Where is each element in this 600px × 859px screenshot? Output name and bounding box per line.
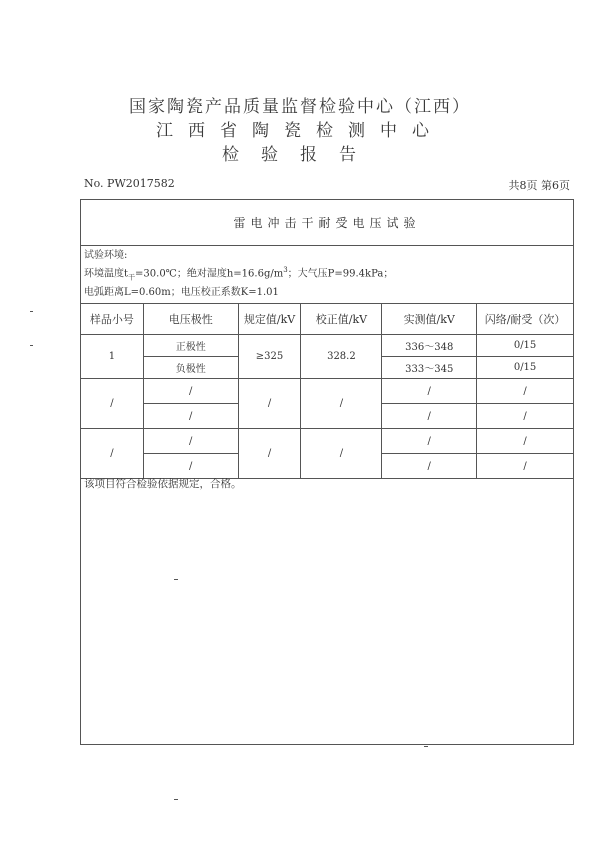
- environment-line-2: 电弧距离L=0.60m；电压校正系数K=1.01: [84, 287, 279, 299]
- test-environment: [84, 248, 393, 300]
- table-row: [81, 335, 574, 357]
- temp-prefix: 环境温度t: [84, 268, 129, 280]
- corrected-cell: 328.2: [301, 335, 382, 379]
- report-number: No. PW2017582: [84, 177, 175, 190]
- scan-speck: [424, 746, 428, 747]
- polarity-cell: /: [143, 404, 238, 429]
- polarity-cell: /: [143, 429, 238, 454]
- report-frame: [80, 199, 574, 745]
- specified-cell: /: [238, 429, 301, 479]
- sample-cell: /: [81, 379, 144, 429]
- measured-cell: /: [382, 404, 477, 429]
- sample-cell: 1: [81, 335, 144, 379]
- ratio-cell: 0/15: [477, 357, 574, 379]
- header-title-report: 检验报告: [222, 145, 378, 165]
- section-title: 雷电冲击干耐受电压试验: [81, 200, 573, 246]
- temp-humidity: =30.0℃；绝对湿度h=16.6g/m: [135, 268, 284, 280]
- table-row: [81, 429, 574, 454]
- polarity-cell: /: [143, 379, 238, 404]
- scan-speck: [30, 345, 33, 346]
- corrected-cell: /: [301, 429, 382, 479]
- header-title-provincial: 江西省陶瓷检测中心: [156, 121, 444, 141]
- header-corrected-value: 校正值/kV: [301, 304, 382, 335]
- environment-line-1: [84, 263, 393, 285]
- header-flashover-withstand: 闪络/耐受（次）: [477, 304, 574, 335]
- scan-speck: [174, 579, 178, 580]
- polarity-cell: 正极性: [143, 335, 238, 357]
- header-polarity: 电压极性: [143, 304, 238, 335]
- ratio-cell: 0/15: [477, 335, 574, 357]
- pressure: ；大气压P=99.4kPa；: [287, 268, 394, 280]
- humidity-superscript: 3: [283, 266, 288, 274]
- results-table: [80, 303, 574, 479]
- sample-cell: /: [81, 429, 144, 479]
- table-header-row: [81, 304, 574, 335]
- table-row: [81, 379, 574, 404]
- header-title-center: 国家陶瓷产品质量监督检验中心（江西）: [129, 97, 471, 117]
- measured-cell: /: [382, 454, 477, 479]
- measured-cell: 336～348: [382, 335, 477, 357]
- measured-cell: /: [382, 379, 477, 404]
- temp-subscript: 干: [128, 273, 136, 282]
- header-measured-value: 实测值/kV: [382, 304, 477, 335]
- corrected-cell: /: [301, 379, 382, 429]
- page-info: 共8页 第6页: [508, 179, 570, 192]
- polarity-cell: /: [143, 454, 238, 479]
- header-sample-no: 样品小号: [81, 304, 144, 335]
- ratio-cell: /: [477, 379, 574, 404]
- ratio-cell: /: [477, 454, 574, 479]
- measured-cell: /: [382, 429, 477, 454]
- ratio-cell: /: [477, 429, 574, 454]
- specified-cell: /: [238, 379, 301, 429]
- conclusion: 该项目符合检验依据规定，合格。: [84, 478, 242, 490]
- specified-cell: ≥325: [238, 335, 301, 379]
- ratio-cell: /: [477, 404, 574, 429]
- header-specified-value: 规定值/kV: [238, 304, 301, 335]
- measured-cell: 333～345: [382, 357, 477, 379]
- environment-heading: 试验环境:: [84, 250, 128, 261]
- polarity-cell: 负极性: [143, 357, 238, 379]
- scan-speck: [30, 311, 33, 312]
- scan-speck: [174, 799, 178, 800]
